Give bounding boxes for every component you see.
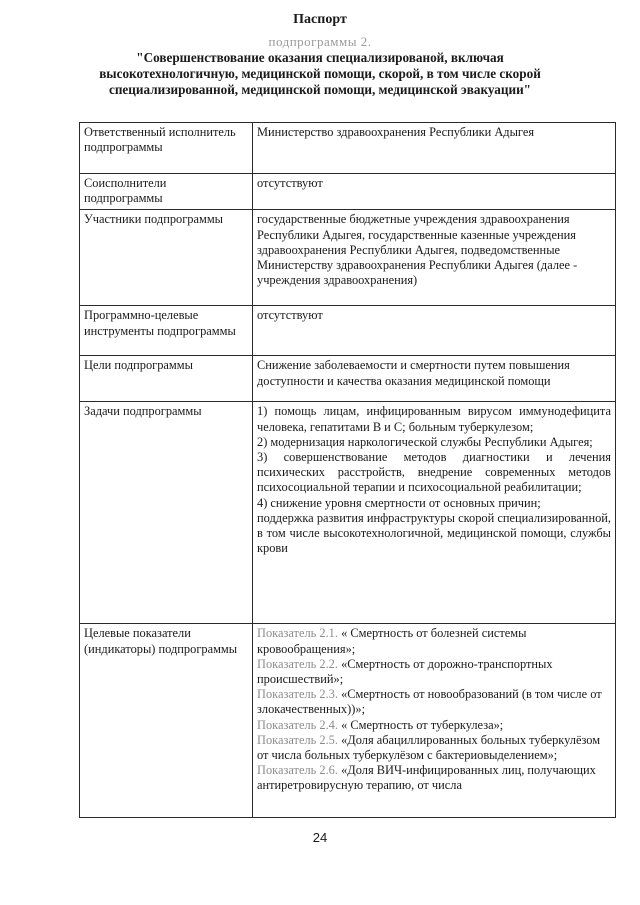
row-label: Ответственный исполнитель подпрограммы: [80, 123, 253, 174]
indicator-item: [257, 733, 611, 763]
indicator-item: [257, 718, 611, 733]
indicator-text: «Доля абациллированных больных туберкулёзом от числа больных туберкулёзом с бактериовыделением»;: [257, 732, 601, 763]
subprogram-name: "Совершенствование оказания специализированой, включая высокотехнологичную, медицинской помощи, скорой, в том числе скорой специализированной, медицинской помощи, медицинской эвакуации": [99, 50, 541, 97]
row-label: Задачи подпрограммы: [80, 402, 253, 624]
row-value: Снижение заболеваемости и смертности путем повышения доступности и качества оказания медицинской помощи: [253, 356, 616, 402]
page-subtitle: подпрограммы 2.: [268, 34, 372, 49]
table-row: [80, 174, 616, 210]
task-item: 4) снижение уровня смертности от основных причин;: [257, 495, 541, 510]
task-item: 3) совершенствование методов диагностики и лечения психических расстройств, внедрение современных методов психосоциальной терапии и психосоциальной реабилитации;: [257, 450, 611, 495]
table-row: [80, 210, 616, 306]
indicators-cell: [253, 624, 616, 818]
table-row: [80, 402, 616, 624]
task-item: 1) помощь лицам, инфицированным вирусом иммунодефицита человека, гепатитами В и С; больным туберкулезом;: [257, 404, 611, 434]
indicator-text: « Смертность от болезней системы кровообращения»;: [257, 626, 527, 656]
row-label: Программно-целевые инструменты подпрограммы: [80, 306, 253, 356]
indicator-prefix: Показатель 2.3.: [257, 687, 342, 702]
indicator-text: « Смертность от туберкулеза»;: [341, 717, 504, 732]
row-label: Цели подпрограммы: [80, 356, 253, 402]
indicator-item: [257, 657, 611, 687]
row-value: Министерство здравоохранения Республики Адыгея: [253, 123, 616, 174]
indicator-prefix: Показатель 2.4.: [257, 717, 342, 732]
page-title: Паспорт: [293, 12, 347, 27]
task-item: 2) модернизация наркологической службы Республики Адыгея;: [257, 434, 593, 449]
page-number: 24: [312, 830, 328, 845]
indicator-prefix: Показатель 2.2.: [257, 656, 342, 671]
table-row: [80, 306, 616, 356]
row-value: отсутствуют: [253, 306, 616, 356]
table-row: [80, 123, 616, 174]
task-item: поддержка развития инфраструктуры скорой специализированной, в том числе высокотехнологичной, медицинской помощи, службы крови: [257, 510, 611, 556]
indicator-item: [257, 626, 611, 656]
row-value: государственные бюджетные учреждения здравоохранения Республики Адыгея, государственные казенные учреждения здравоохранения Республики Адыгея, подведомственные Министерству здравоохранения Республики Адыгея (далее - учреждения здравоохранения): [253, 210, 616, 306]
row-label: Участники подпрограммы: [80, 210, 253, 306]
row-label: Соисполнители подпрограммы: [80, 174, 253, 210]
indicator-text: «Смертность от дорожно-транспортных происшествий»;: [257, 656, 553, 687]
indicator-prefix: Показатель 2.5.: [257, 732, 342, 747]
table-row: [80, 356, 616, 402]
indicator-item: [257, 687, 611, 717]
indicator-item: [257, 763, 611, 793]
table-row: [80, 624, 616, 818]
indicator-text: «Смертность от новообразований (в том числе от злокачественных))»;: [257, 687, 602, 717]
indicator-prefix: Показатель 2.1.: [257, 626, 342, 641]
row-label: Целевые показатели (индикаторы) подпрограммы: [80, 624, 253, 818]
tasks-cell: [253, 402, 616, 624]
passport-table: [79, 122, 616, 818]
row-value: отсутствуют: [253, 174, 616, 210]
indicator-prefix: Показатель 2.6.: [257, 763, 342, 778]
indicator-text: «Доля ВИЧ-инфицированных лиц, получающих антиретровирусную терапию, от числа: [257, 763, 596, 793]
